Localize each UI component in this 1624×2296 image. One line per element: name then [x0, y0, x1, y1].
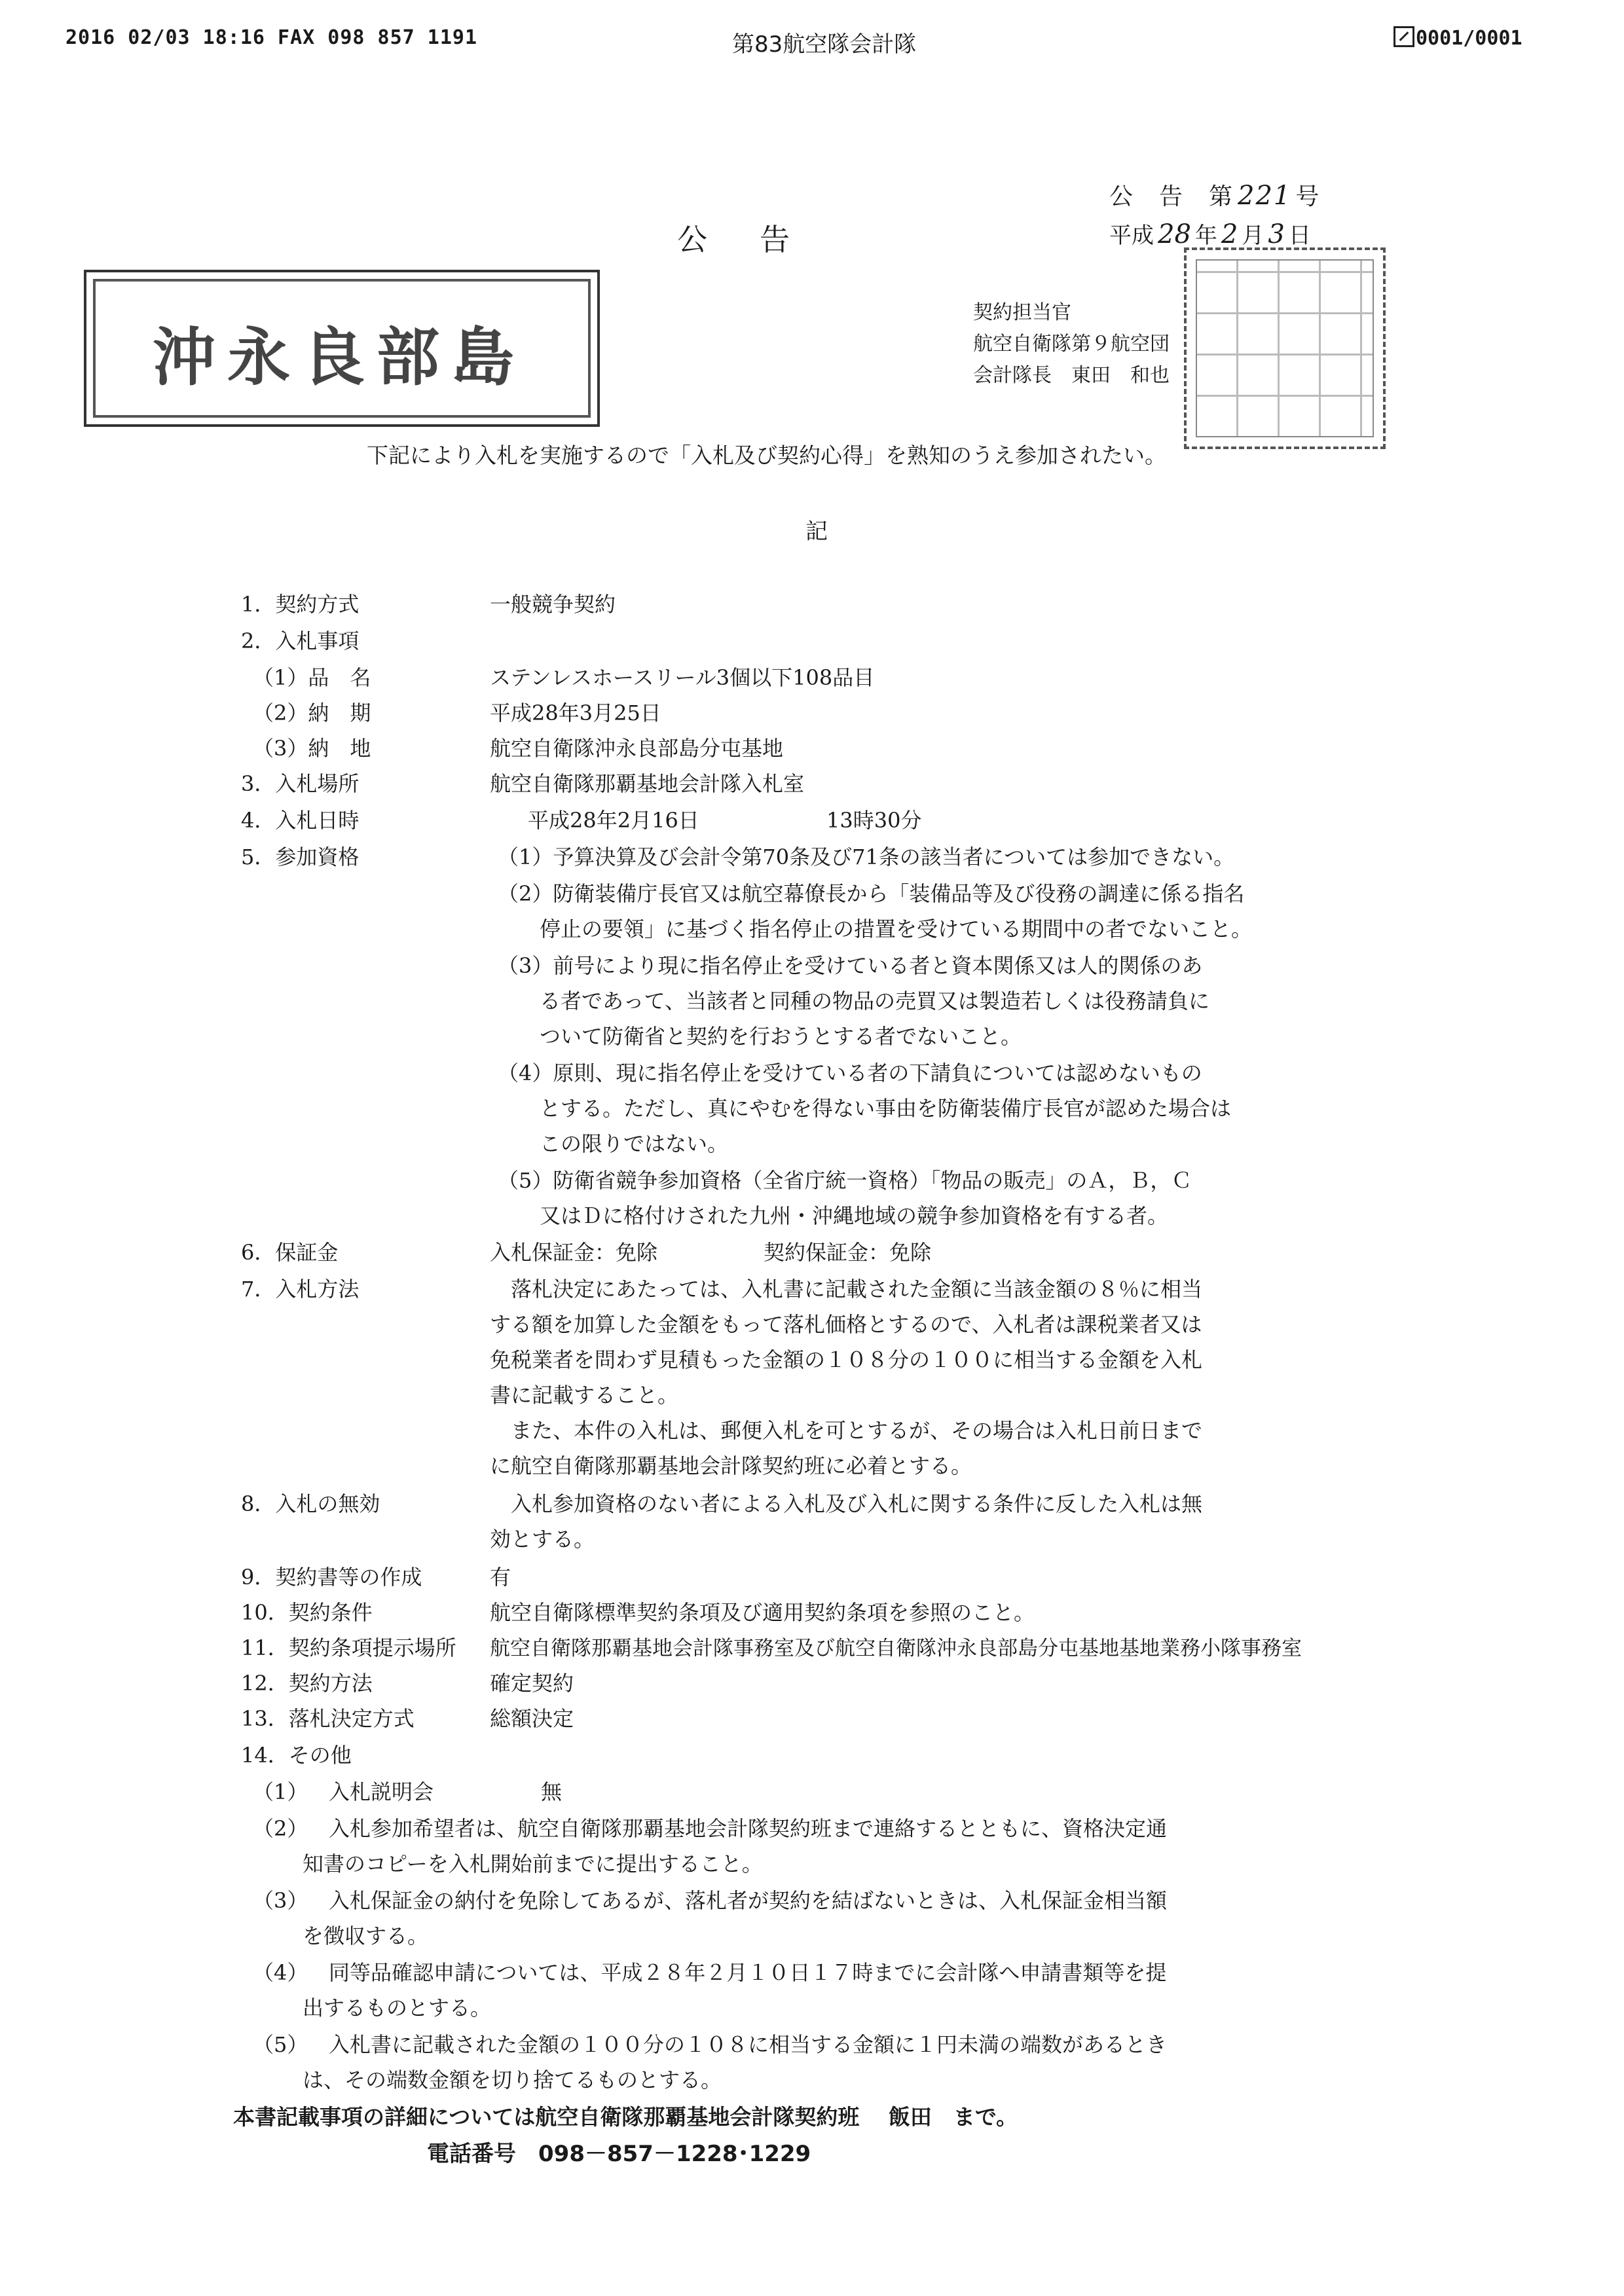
item-3-value: 航空自衛隊那覇基地会計隊入札室 — [490, 771, 805, 796]
official-seal-pattern — [1196, 259, 1374, 437]
item-2-3-value: 航空自衛隊沖永良部島分屯基地 — [490, 736, 784, 761]
item-14-p4-num: （4） — [253, 1960, 308, 1985]
item-5-label: 5．参加資格 — [241, 845, 360, 869]
item-2-2-value: 平成28年3月25日 — [490, 701, 661, 725]
item-14-p5-line2: は、その端数金額を切り捨てるものとする。 — [303, 2068, 722, 2092]
item-6-value: 入札保証金：免除 — [490, 1240, 658, 1265]
item-5-q5b: 又はＤに格付けされた九州・沖縄地域の競争参加資格を有する者。 — [540, 1203, 1169, 1228]
item-14-p1-num: （1） — [253, 1779, 308, 1804]
item-2-label: 2．入札事項 — [241, 629, 360, 653]
notice-date — [1109, 217, 1311, 249]
item-10-value: 航空自衛隊標準契約条項及び適用契約条項を参照のこと。 — [490, 1600, 1035, 1625]
item-5-q2a: （2）防衛装備庁長官又は航空幕僚長から「装備品等及び役務の調達に係る指名 — [498, 881, 1245, 906]
item-7-line4: 書に記載すること。 — [490, 1383, 679, 1408]
item-2-2-label: （2）納 期 — [253, 701, 371, 725]
checkbox-icon — [1393, 26, 1414, 47]
item-8-line2: 効とする。 — [490, 1527, 595, 1552]
officer-line3: 会計隊長 東田 和也 — [973, 364, 1170, 387]
fax-header-sender: 2016 02/03 18:16 FAX 098 857 1191 — [65, 26, 478, 49]
item-10-label: 10．契約条件 — [241, 1600, 373, 1625]
item-5-q1: （1）予算決算及び会計令第70条及び71条の該当者については参加できない。 — [498, 845, 1235, 869]
notice-number — [1109, 178, 1320, 211]
item-14-p4-line2: 出するものとする。 — [303, 1995, 492, 2020]
item-7-line2: する額を加算した金額をもって落札価格とするので、入札者は課税業者又は — [490, 1312, 1202, 1337]
item-5-q4c: この限りではない。 — [540, 1131, 729, 1156]
item-9-value: 有 — [490, 1565, 511, 1590]
notice-number-value: 221 — [1238, 181, 1292, 211]
item-2-1-label: （1）品 名 — [253, 665, 371, 690]
date-day: 3 — [1268, 219, 1285, 249]
phone-number: 電話番号 098－857－1228･1229 — [427, 2141, 811, 2167]
item-4-date: 平成28年2月16日 — [528, 808, 699, 833]
item-6-value2: 契約保証金：免除 — [764, 1240, 932, 1265]
item-7-line6: に航空自衛隊那覇基地会計隊契約班に必着とする。 — [490, 1453, 972, 1478]
item-7-line5: また、本件の入札は、郵便入札を可とするが、その場合は入札日前日まで — [490, 1418, 1203, 1443]
item-4-label: 4．入札日時 — [241, 808, 360, 833]
item-5-q3c: ついて防衛省と契約を行おうとする者でないこと。 — [540, 1024, 1022, 1049]
item-3-label: 3．入札場所 — [241, 771, 360, 796]
item-1-label: 1．契約方式 — [241, 592, 360, 617]
ki-heading: 記 — [805, 519, 828, 545]
item-14-p1-value: 無 — [541, 1779, 563, 1804]
item-4-time: 13時30分 — [826, 808, 922, 833]
item-5-q3b: る者であって、当該者と同種の物品の売買又は製造若しくは役務請負に — [540, 989, 1210, 1013]
receipt-stamp-text: 沖永良部島 — [153, 320, 526, 394]
item-12-label: 12．契約方法 — [241, 1671, 373, 1696]
item-1-value: 一般競争契約 — [490, 592, 616, 617]
item-14-p2-line1: 入札参加希望者は、航空自衛隊那覇基地会計隊契約班まで連絡するとともに、資格決定通 — [329, 1816, 1168, 1841]
officer-line1: 契約担当官 — [973, 301, 1071, 324]
item-14-p5-line1: 入札書に記載された金額の１００分の１０８に相当する金額に１円未満の端数があるとき — [329, 2032, 1168, 2057]
item-14-p2-line2: 知書のコピーを入札開始前までに提出すること。 — [303, 1851, 763, 1876]
item-5-q4b: とする。ただし、真にやむを得ない事由を防衛装備庁長官が認めた場合は — [540, 1096, 1232, 1121]
official-seal — [1184, 247, 1386, 449]
item-14-p4-line1: 同等品確認申請については、平成２８年２月１０日１７時までに会計隊へ申請書類等を提 — [329, 1960, 1167, 1985]
item-8-line1: 入札参加資格のない者による入札及び入札に関する条件に反した入札は無 — [490, 1491, 1203, 1516]
item-14-p1-label: 入札説明会 — [329, 1779, 434, 1804]
date-month-unit: 月 — [1242, 223, 1264, 249]
date-day-unit: 日 — [1288, 223, 1311, 249]
item-5-q4a: （4）原則、現に指名停止を受けている者の下請負については認めないもの — [498, 1061, 1202, 1085]
item-12-value: 確定契約 — [490, 1671, 574, 1696]
fax-page-number: 0001/0001 — [1416, 27, 1522, 50]
item-8-label: 8．入札の無効 — [241, 1491, 380, 1516]
item-14-label: 14．その他 — [241, 1743, 352, 1768]
item-11-value: 航空自衛隊那覇基地会計隊事務室及び航空自衛隊沖永良部島分屯基地基地業務小隊事務室 — [490, 1637, 1302, 1660]
item-5-q5a: （5）防衛省競争参加資格（全省庁統一資格）「物品の販売」のＡ，Ｂ，Ｃ — [498, 1168, 1192, 1193]
notice-title: 公告 — [677, 222, 842, 257]
fax-header-page — [1393, 26, 1522, 50]
officer-line2: 航空自衛隊第９航空団 — [973, 333, 1170, 355]
item-11-label: 11．契約条項提示場所 — [241, 1635, 456, 1660]
item-13-value: 総額決定 — [490, 1706, 574, 1731]
date-year: 28 — [1158, 219, 1191, 249]
item-6-label: 6．保証金 — [241, 1240, 339, 1265]
item-2-1-value: ステンレスホースリール3個以下108品目 — [490, 665, 875, 690]
item-13-label: 13．落札決定方式 — [241, 1706, 415, 1731]
date-era: 平成 — [1109, 223, 1154, 249]
date-month: 2 — [1221, 219, 1238, 249]
item-14-p3-line1: 入札保証金の納付を免除してあるが、落札者が契約を結ばないときは、入札保証金相当額 — [329, 1888, 1168, 1913]
item-9-label: 9．契約書等の作成 — [241, 1565, 422, 1590]
intro-text: 下記により入札を実施するので「入札及び契約心得」を熟知のうえ参加されたい。 — [367, 443, 1166, 468]
item-14-p3-line2: を徴収する。 — [303, 1923, 429, 1948]
item-5-q3a: （3）前号により現に指名停止を受けている者と資本関係又は人的関係のあ — [498, 953, 1203, 978]
contact-note: 本書記載事項の詳細については航空自衛隊那覇基地会計隊契約班 飯田 まで。 — [233, 2104, 1018, 2130]
item-2-3-label: （3）納 地 — [253, 736, 371, 761]
notice-number-label: 公 告 第 — [1109, 183, 1234, 210]
item-5-q2b: 停止の要領」に基づく指名停止の措置を受けている期間中の者でないこと。 — [540, 917, 1253, 941]
item-14-p3-num: （3） — [253, 1888, 308, 1913]
item-7-label: 7．入札方法 — [241, 1277, 360, 1302]
item-14-p5-num: （5） — [253, 2032, 308, 2057]
fax-header-org: 第83航空隊会計隊 — [732, 31, 917, 58]
item-7-line3: 免税業者を問わず見積もった金額の１０８分の１００に相当する金額を入札 — [490, 1347, 1203, 1372]
date-year-unit: 年 — [1194, 223, 1217, 249]
item-7-line1: 落札決定にあたっては、入札書に記載された金額に当該金額の８％に相当 — [490, 1277, 1203, 1302]
notice-number-suffix: 号 — [1295, 183, 1321, 210]
item-14-p2-num: （2） — [253, 1816, 308, 1841]
